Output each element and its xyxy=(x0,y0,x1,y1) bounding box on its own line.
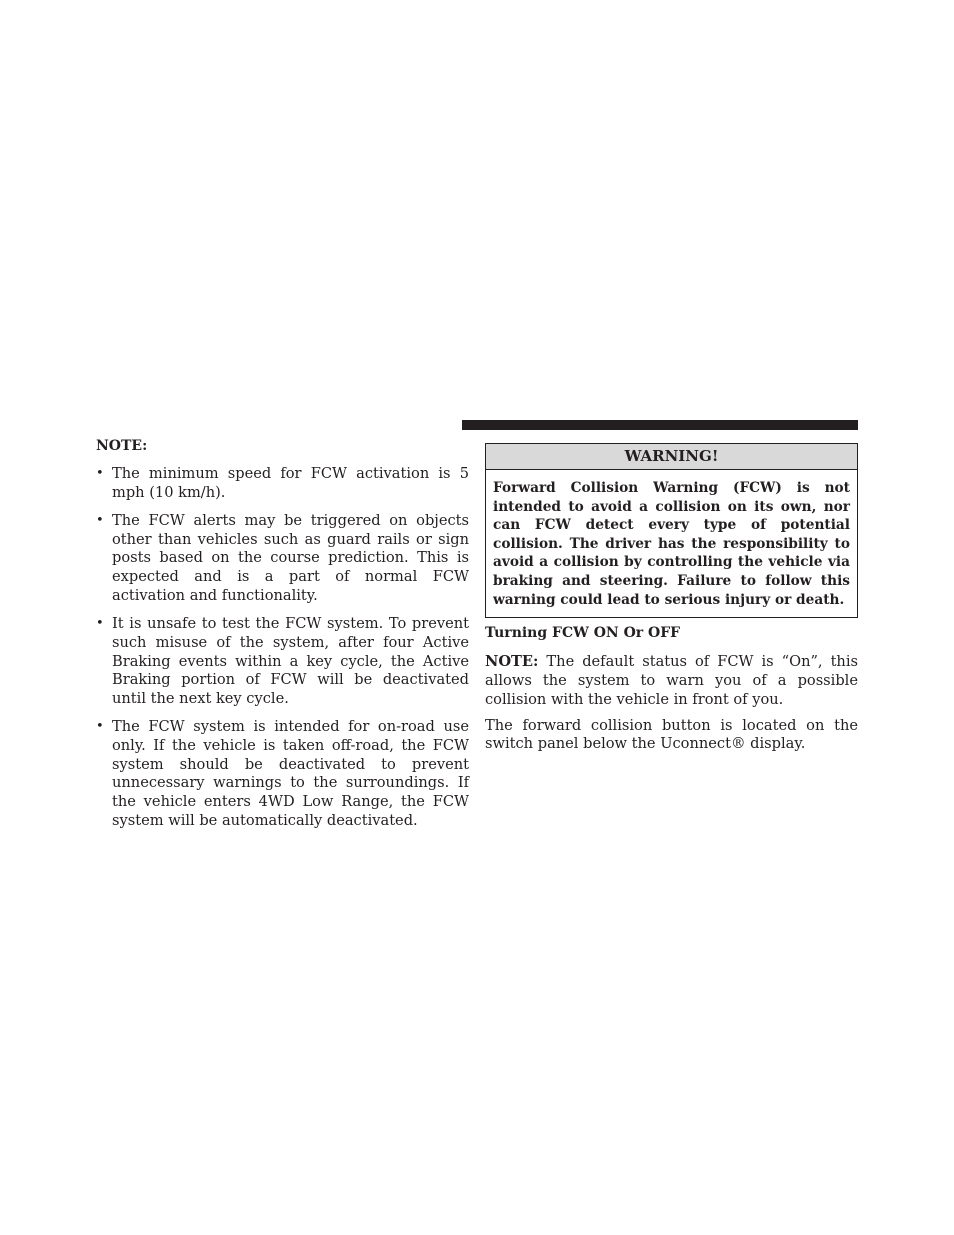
list-item xyxy=(96,465,469,502)
note-label: NOTE: xyxy=(485,653,539,671)
list-item xyxy=(96,718,469,830)
note-bullet-list xyxy=(96,465,469,830)
left-column xyxy=(96,437,469,840)
note-text: The default status of FCW is “On”, this allows the system to warn you of a possible collision with the vehicle in front of you. xyxy=(485,653,858,708)
list-item xyxy=(96,512,469,606)
bullet-text: The FCW alerts may be triggered on objects other than vehicles such as guard rails or sign posts based on the course prediction. This is expected and is a part of normal FCW activation and functionality. xyxy=(112,512,469,604)
warning-title: WARNING! xyxy=(486,444,857,470)
bullet-icon: • xyxy=(96,513,104,528)
body-paragraph: The forward collision button is located on the switch panel below the Uconnect® display. xyxy=(485,716,858,753)
note-heading: NOTE: xyxy=(96,438,148,454)
bullet-text: The minimum speed for FCW activation is 5 mph (10 km/h). xyxy=(112,465,469,501)
right-column xyxy=(485,443,858,761)
section-subheading: Turning FCW ON Or OFF xyxy=(485,625,681,642)
note-paragraph xyxy=(485,653,858,709)
warning-text: Forward Collision Warning (FCW) is not intended to avoid a collision on its own, nor can FCW detect every type of potential collision. The driver has the responsibility to avoid a collision by controlling the vehicle via braking and steering. Failure to follow this warning could lead to serious injury or death. xyxy=(493,480,850,608)
warning-box xyxy=(485,443,858,618)
bullet-icon: • xyxy=(96,466,104,481)
bullet-icon: • xyxy=(96,616,104,632)
bullet-text: The FCW system is intended for on-road use only. If the vehicle is taken off-road, the FCW system should be deactivated to prevent unnecessary warnings to the surroundings. If the vehicle enters 4WD Low Range, the FCW system will be automatically deactivated. xyxy=(112,718,469,829)
list-item xyxy=(96,615,469,709)
bullet-icon: • xyxy=(96,719,104,735)
bullet-text: It is unsafe to test the FCW system. To prevent such misuse of the system, after four Active Braking events within a key cycle, the Active Braking portion of FCW will be deactivated until the next key cycle. xyxy=(112,615,469,707)
section-rule xyxy=(462,420,858,430)
